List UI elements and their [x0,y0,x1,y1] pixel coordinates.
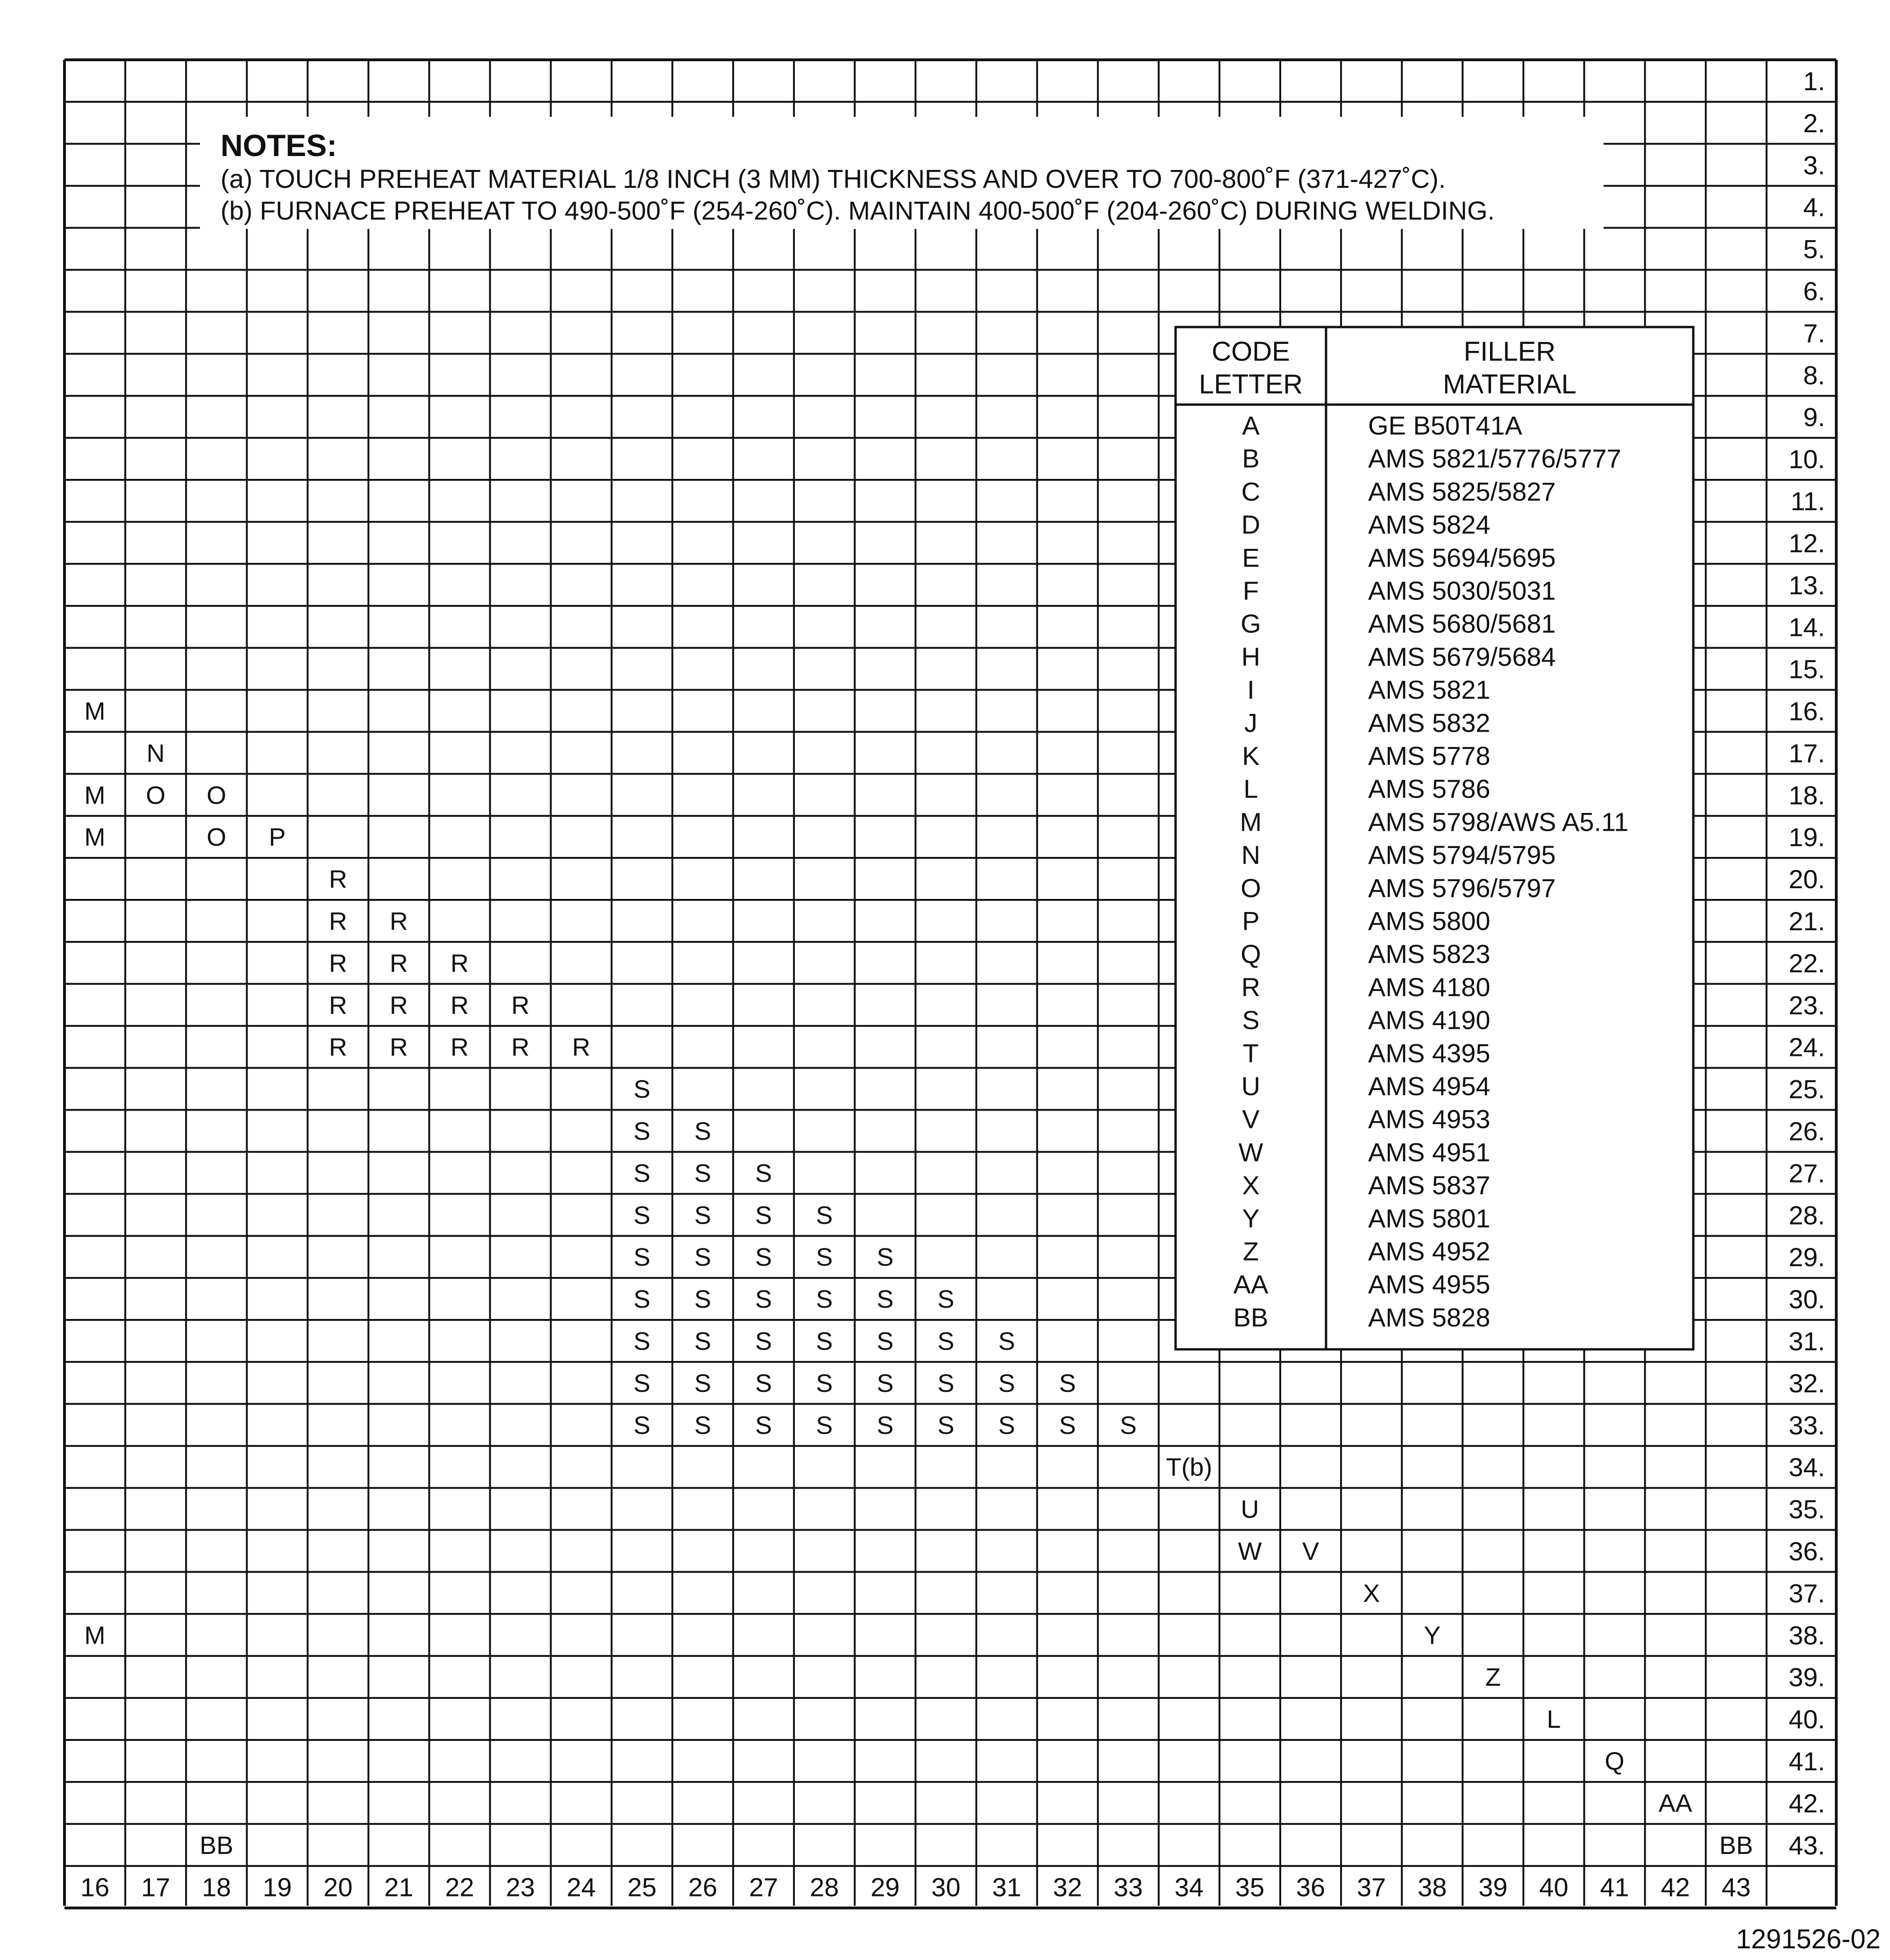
legend-code: K [1242,741,1260,770]
row-label: 33. [1789,1410,1825,1440]
legend-material: GE B50T41A [1368,411,1522,440]
legend-code: B [1242,443,1260,473]
column-label: 36 [1296,1872,1326,1902]
grid-cell: S [877,1243,894,1272]
column-label: 25 [627,1872,657,1902]
grid-cell: S [816,1285,833,1314]
grid-cell: Z [1485,1663,1501,1692]
row-label: 6. [1803,276,1825,306]
grid-cell: R [450,1033,469,1062]
legend-material-header-line1: FILLER [1463,336,1556,367]
column-label: 21 [384,1872,414,1902]
grid-cell: R [328,865,347,894]
column-label: 40 [1539,1872,1569,1902]
notes-title: NOTES: [221,128,337,163]
legend-code: N [1241,840,1261,870]
grid-cell: Q [1605,1747,1625,1775]
row-label: 20. [1789,864,1825,894]
legend-material: AMS 5821 [1368,675,1491,705]
grid-cell: BB [200,1831,234,1860]
grid-cell: R [328,949,347,977]
legend-material: AMS 5679/5684 [1368,641,1556,671]
row-label: 4. [1803,192,1825,222]
legend-code: V [1242,1104,1260,1134]
grid-cell: S [633,1411,650,1440]
grid-cell: S [816,1411,833,1440]
legend-material: AMS 5832 [1368,708,1491,738]
grid-cell: R [390,949,408,977]
legend-code: H [1241,641,1261,671]
row-label: 9. [1803,402,1825,432]
row-label: 41. [1789,1746,1825,1776]
legend-material: AMS 4954 [1368,1071,1491,1101]
legend-code: R [1241,972,1261,1002]
legend-code: T [1242,1038,1259,1068]
grid-cell: S [694,1327,712,1355]
legend-code: Q [1241,939,1261,969]
row-label: 7. [1803,318,1825,348]
legend-material: AMS 4953 [1368,1104,1491,1134]
row-label: 1. [1803,66,1825,96]
column-label: 23 [506,1872,535,1902]
row-label: 2. [1803,108,1825,138]
grid-cell: S [877,1369,894,1397]
grid-cell: R [328,907,347,935]
legend-code: L [1243,774,1258,804]
legend-code: D [1241,510,1261,540]
grid-cell: O [146,781,166,810]
grid-cell: S [694,1369,712,1397]
column-label: 18 [202,1872,231,1902]
grid-cell: S [694,1201,712,1230]
legend-material: AMS 4180 [1368,972,1491,1002]
legend-code: C [1241,477,1261,506]
legend-code: M [1240,807,1262,837]
grid-cell: Y [1424,1621,1441,1650]
legend-code: A [1242,411,1260,440]
grid-cell: O [207,823,227,852]
legend-material: AMS 5798/AWS A5.11 [1368,807,1629,837]
grid-cell: S [937,1369,955,1397]
legend-code: W [1238,1137,1263,1167]
grid-cell: S [998,1327,1015,1355]
grid-cell: S [1120,1411,1137,1440]
grid-cell: S [755,1285,772,1314]
legend-material: AMS 5778 [1368,741,1491,770]
column-label: 16 [80,1872,110,1902]
grid-cell: S [694,1285,712,1314]
legend-material: AMS 5030/5031 [1368,576,1556,606]
row-label: 19. [1789,822,1825,852]
grid-cell: S [755,1243,772,1272]
grid-cell: S [694,1243,712,1272]
grid-cell: R [511,1033,530,1062]
column-label: 20 [323,1872,353,1902]
legend-material: AMS 5821/5776/5777 [1368,443,1621,473]
grid-cell: W [1238,1537,1262,1566]
grid-cell: S [694,1117,712,1146]
legend-code: I [1247,675,1255,705]
column-label: 42 [1661,1872,1690,1902]
row-label: 40. [1789,1704,1825,1734]
grid-cell: S [755,1201,772,1230]
legend-material: AMS 5837 [1368,1170,1491,1200]
legend-code: AA [1233,1269,1269,1299]
row-label: 25. [1789,1074,1825,1104]
legend-code: S [1242,1005,1260,1035]
column-label: 43 [1721,1872,1751,1902]
notes-block [200,117,1604,229]
row-label: 11. [1790,486,1825,516]
grid-cell: S [633,1243,650,1272]
column-label: 31 [992,1872,1021,1902]
legend-code: Y [1242,1203,1260,1233]
grid-cell: M [84,1621,106,1650]
column-label: 24 [566,1872,596,1902]
row-label: 24. [1789,1032,1825,1062]
grid-cell: L [1547,1705,1561,1734]
row-label: 10. [1789,444,1825,474]
grid-cell: V [1302,1537,1319,1566]
row-label: 5. [1803,234,1825,264]
grid-cell: R [450,991,469,1019]
grid-cell: S [816,1327,833,1355]
grid-cell: AA [1658,1789,1692,1817]
grid-cell: S [1059,1411,1076,1440]
legend-code: BB [1233,1302,1269,1332]
row-label: 13. [1789,570,1825,600]
grid-cell: S [755,1411,772,1440]
legend-code: U [1241,1071,1261,1101]
column-label: 30 [931,1872,961,1902]
grid-cell: X [1363,1579,1380,1608]
row-label: 36. [1789,1536,1825,1566]
legend-material: AMS 5824 [1368,510,1491,540]
row-label: 34. [1789,1452,1825,1482]
grid-cell: S [937,1285,955,1314]
filler-material-legend [1176,327,1693,1349]
legend-material: AMS 4951 [1368,1137,1491,1167]
figure-id: 1291526-02 [1736,1924,1881,1954]
legend-code-header-line2: LETTER [1198,369,1303,399]
row-label: 12. [1789,528,1825,558]
grid-cell: S [633,1201,650,1230]
grid-cell: R [328,1033,347,1062]
row-label: 14. [1789,612,1825,642]
row-label: 17. [1789,738,1825,768]
grid-cell: M [84,781,106,810]
row-label: 39. [1789,1662,1825,1692]
row-label: 23. [1789,990,1825,1020]
column-label: 37 [1357,1872,1386,1902]
legend-material: AMS 4395 [1368,1038,1491,1068]
legend-code: Z [1242,1236,1259,1266]
row-label: 22. [1789,948,1825,978]
row-label: 31. [1789,1326,1825,1356]
grid-cell: S [633,1075,650,1104]
legend-code: E [1242,542,1260,572]
grid-cell: R [572,1033,591,1062]
legend-material: AMS 5694/5695 [1368,542,1556,572]
grid-cell: S [877,1327,894,1355]
row-label: 30. [1789,1284,1825,1314]
legend-material: AMS 4952 [1368,1236,1491,1266]
grid-cell: P [269,823,286,852]
grid-cell: S [998,1411,1015,1440]
grid-cell: O [207,781,227,810]
grid-cell: T(b) [1166,1453,1212,1482]
column-label: 41 [1600,1872,1629,1902]
row-label: 32. [1789,1368,1825,1398]
grid-cell: S [816,1243,833,1272]
grid-cell: S [755,1369,772,1397]
grid-cell: S [633,1327,650,1355]
grid-cell: S [937,1327,955,1355]
grid-cell: S [816,1369,833,1397]
grid-cell: S [937,1411,955,1440]
grid-cell: S [633,1285,650,1314]
note-a: (a) TOUCH PREHEAT MATERIAL 1/8 INCH (3 MM) THICKNESS AND OVER TO 700-800˚F (371-427˚C). [221,164,1446,193]
grid-cell: S [694,1159,712,1188]
grid-cell: S [755,1327,772,1355]
row-label: 42. [1789,1788,1825,1818]
row-label: 18. [1789,780,1825,810]
note-b: (b) FURNACE PREHEAT TO 490-500˚F (254-260˚C). MAINTAIN 400-500˚F (204-260˚C) DURING WELDING. [221,196,1495,225]
legend-code: G [1241,609,1261,639]
column-label: 33 [1113,1872,1143,1902]
row-label: 3. [1803,150,1825,180]
grid-cell: R [328,991,347,1019]
legend-material-header-line2: MATERIAL [1443,369,1576,399]
legend-material: AMS 5828 [1368,1302,1491,1332]
grid-cell: S [755,1159,772,1188]
legend-material: AMS 4955 [1368,1269,1491,1299]
legend-material: AMS 5825/5827 [1368,477,1556,506]
legend-material: AMS 4190 [1368,1005,1491,1035]
grid-cell: S [877,1411,894,1440]
column-label: 32 [1053,1872,1082,1902]
row-label: 35. [1789,1494,1825,1524]
legend-material: AMS 5796/5797 [1368,873,1556,903]
grid-cell: S [1059,1369,1076,1397]
legend-material: AMS 5801 [1368,1203,1491,1233]
grid-cell: S [998,1369,1015,1397]
grid-cell: R [390,907,408,935]
column-label: 35 [1235,1872,1265,1902]
column-label: 22 [445,1872,474,1902]
legend-material: AMS 5786 [1368,774,1491,804]
row-label: 27. [1789,1158,1825,1188]
grid-cell: M [84,697,106,726]
grid-cell: U [1241,1495,1259,1524]
row-label: 28. [1789,1200,1825,1230]
legend-code: X [1242,1170,1260,1200]
row-label: 26. [1789,1116,1825,1146]
row-label: 38. [1789,1620,1825,1650]
legend-material: AMS 5794/5795 [1368,840,1556,870]
grid-cell: R [511,991,530,1019]
row-label: 16. [1789,696,1825,726]
row-label: 29. [1789,1242,1825,1272]
column-label: 27 [749,1872,778,1902]
column-label: 29 [870,1872,900,1902]
grid-cell: R [390,1033,408,1062]
grid-cell: N [146,739,165,768]
grid-cell: M [84,823,106,852]
grid-cell: S [877,1285,894,1314]
grid-cell: S [694,1411,712,1440]
grid-cell: S [633,1117,650,1146]
legend-code: P [1242,906,1260,936]
legend-material: AMS 5800 [1368,906,1491,936]
legend-code: F [1242,576,1259,606]
row-label: 21. [1789,906,1825,936]
column-label: 19 [263,1872,292,1902]
grid-cell: R [450,949,469,977]
column-label: 34 [1174,1872,1204,1902]
row-label: 15. [1789,654,1825,684]
column-label: 38 [1418,1872,1447,1902]
legend-material: AMS 5823 [1368,939,1491,969]
legend-code: J [1244,708,1257,738]
column-label: 39 [1478,1872,1508,1902]
row-label: 8. [1803,360,1825,390]
legend-material: AMS 5680/5681 [1368,609,1556,639]
grid-cell: S [633,1159,650,1188]
grid-cell: S [816,1201,833,1230]
column-label: 26 [688,1872,718,1902]
row-label: 37. [1789,1578,1825,1608]
grid-cell: R [390,991,408,1019]
legend-code: O [1241,873,1261,903]
column-label: 28 [810,1872,839,1902]
row-label: 43. [1789,1830,1825,1860]
column-label: 17 [141,1872,171,1902]
legend-code-header-line1: CODE [1212,336,1290,367]
grid-cell: BB [1719,1831,1753,1860]
grid-cell: S [633,1369,650,1397]
